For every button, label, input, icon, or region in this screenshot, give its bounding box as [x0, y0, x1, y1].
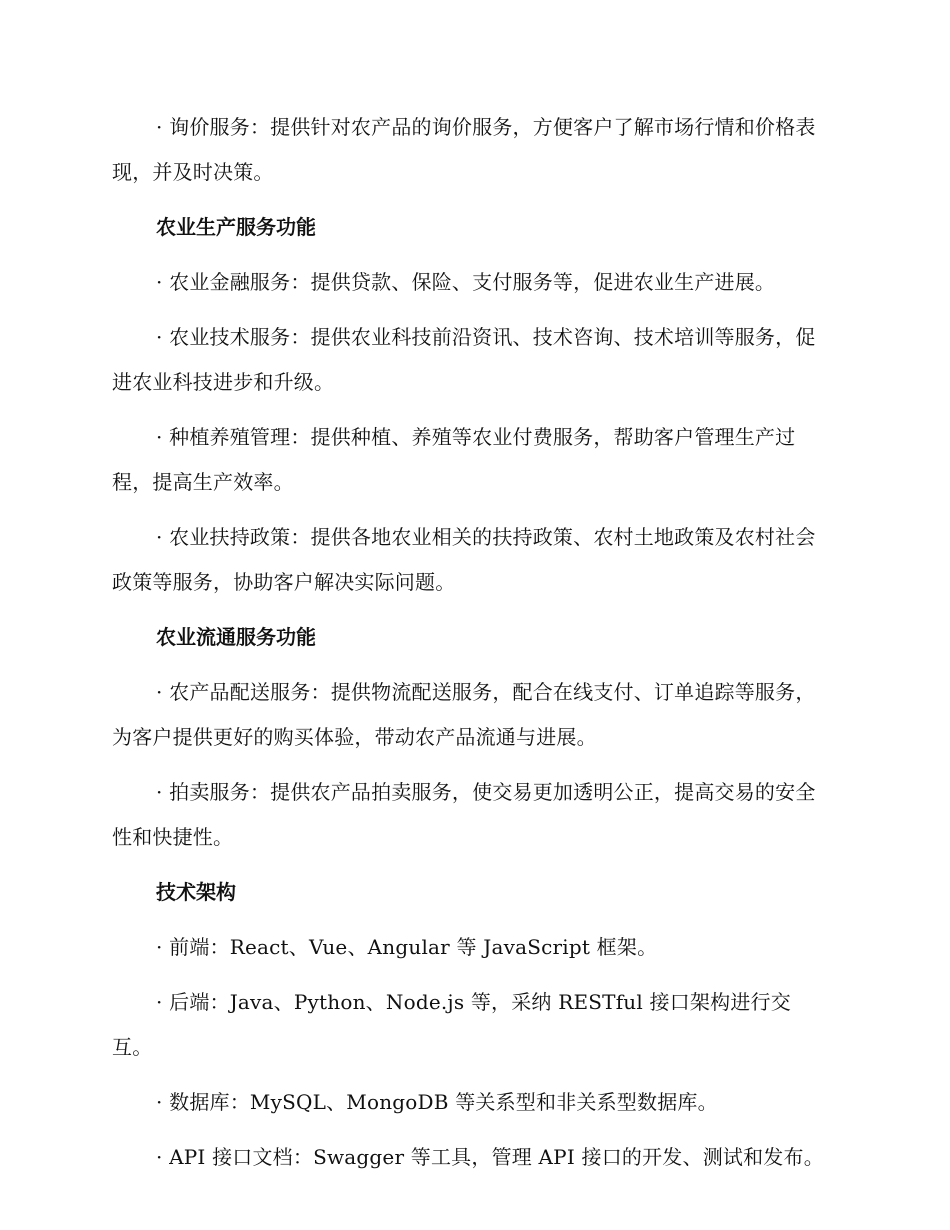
- paragraph-agri-tech: · 农业技术服务：提供农业科技前沿资讯、技术咨询、技术培训等服务，促进农业科技进步和升级。: [112, 325, 816, 394]
- paragraph-support-policy: · 农业扶持政策：提供各地农业相关的扶持政策、农村土地政策及农村社会政策等服务，协助客户解决实际问题。: [112, 525, 816, 594]
- heading-tech-architecture: 技术架构: [156, 880, 236, 904]
- paragraph-database: · 数据库：MySQL、MongoDB 等关系型和非关系型数据库。: [156, 1090, 718, 1114]
- paragraph-api-docs: · API 接口文档：Swagger 等工具，管理 API 接口的开发、测试和发布。: [156, 1145, 824, 1169]
- paragraph-auction-service: · 拍卖服务：提供农产品拍卖服务，使交易更加透明公正，提高交易的安全性和快捷性。: [112, 780, 816, 849]
- paragraph-delivery-service: · 农产品配送服务：提供物流配送服务，配合在线支付、订单追踪等服务，为客户提供更好的购买体验，带动农产品流通与进展。: [112, 680, 816, 749]
- paragraph-frontend: · 前端：React、Vue、Angular 等 JavaScript 框架。: [156, 935, 658, 959]
- heading-circulation-services: 农业流通服务功能: [156, 625, 316, 649]
- heading-production-services: 农业生产服务功能: [156, 215, 316, 239]
- paragraph-inquiry-service: · 询价服务：提供针对农产品的询价服务，方便客户了解市场行情和价格表现，并及时决策。: [112, 115, 816, 184]
- paragraph-backend: · 后端：Java、Python、Node.js 等，采纳 RESTful 接口架构进行交互。: [112, 990, 791, 1059]
- document-body: [112, 105, 824, 1190]
- paragraph-agri-finance: · 农业金融服务：提供贷款、保险、支付服务等，促进农业生产进展。: [156, 270, 776, 294]
- paragraph-planting-breeding: · 种植养殖管理：提供种植、养殖等农业付费服务，帮助客户管理生产过程，提高生产效率。: [112, 425, 796, 494]
